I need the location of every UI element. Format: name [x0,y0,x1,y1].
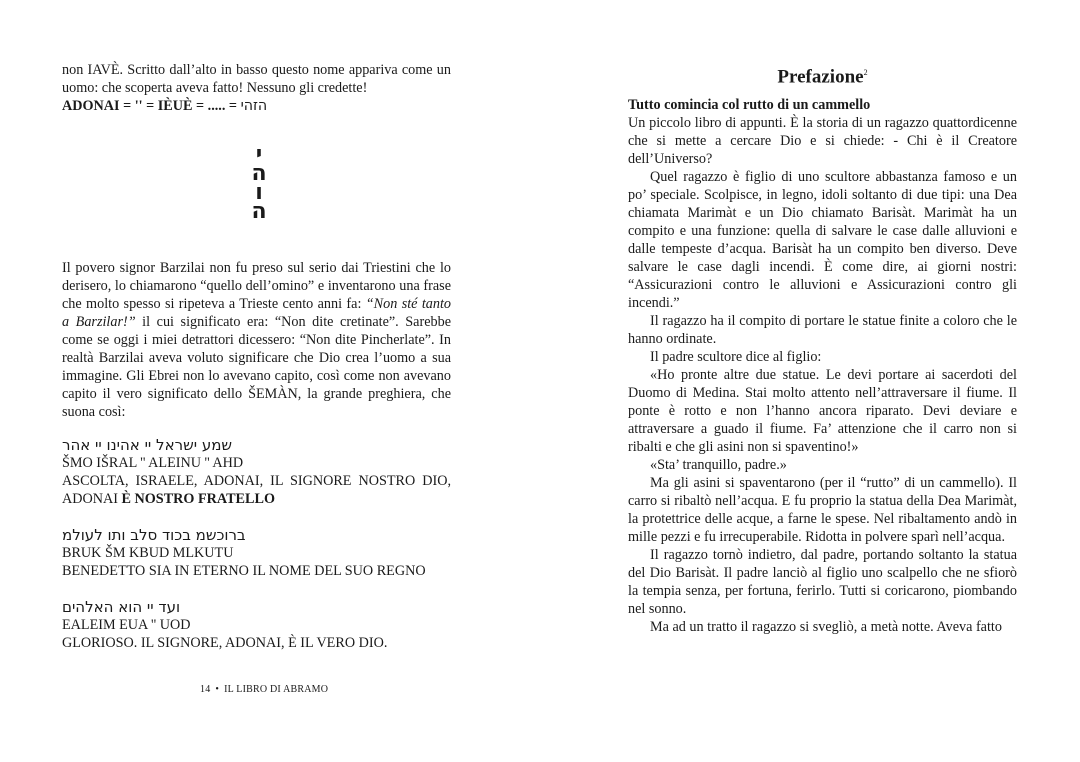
paragraph [62,259,451,421]
body-paragraph: Il padre scultore dice al figlio: [650,349,822,366]
body-paragraph: Quel ragazzo è figlio di uno scultore abbastanza famoso e un po’ speciale. Scolpisce, in legno, idoli soltanto di due tipi: una Dea chiamata Marimàt e un Dio chiamato Barisàt. Marimàt ha un compito e una funzione: quella di salvare le case dalle alluvioni e dalle tempeste d’acqua. Barisàt ha un compito ben diverso. Deve salvare le case dagli incendi. È come dire, ai giorni nostri: “Assicurazioni contro le alluvioni e Assicurazioni contro gli incendi.” [628,169,1017,312]
prayer-transliteration: EALEIM EUA '' UOD [62,617,191,633]
body-paragraph: Un piccolo libro di appunti. È la storia di un ragazzo quattordicenne che si mette a cercare Dio e si chiede: - Chi è il Creatore dell’Universo? [628,115,1017,168]
prayer-transliteration: ŠMO IŠRAL '' ALEINU '' AHD [62,455,244,471]
equation-hebrew: הזהי [240,98,268,114]
body-paragraph: «Sta’ tranquillo, padre.» [650,457,787,474]
chapter-title [628,60,1017,90]
intro-block [62,61,451,115]
prayer-translation: BENEDETTO SIA IN ETERNO IL NOME DEL SUO REGNO [62,563,426,579]
prayer-translation [62,472,451,508]
prayer-hebrew: שמע ישראל יי אהינו יי אהר [62,436,233,454]
body-paragraph: Ma gli asini si spaventarono (per il “rutto” di un cammello). Il carro si ribaltò nell’acqua. E fu proprio la statua della Dea Marimàt, la protettrice delle acque, a farne le spese. Nel ribaltamento andò in mille pezzi e fu irrecuperabile. Ridotta in polvere sparì nell’acqua. [628,475,1017,546]
intro-text: non IAVÈ. Scritto dall’alto in basso questo nome appariva come un uomo: che scoperta aveva fatto! Nessuno gli credette! [62,62,451,96]
preface-block [628,60,1017,636]
prayer-translation: GLORIOSO. IL SIGNORE, ADONAI, È IL VERO DIO. [62,635,388,651]
equation-text: ADONAI = '' = IÈUÈ = ..... = [62,98,241,114]
italic-quote: “Non sté tanto a Barzilar!” [62,296,451,330]
prayer-hebrew: ועד יי הוא האלהים [62,598,181,616]
hebrew-letter: י [255,142,263,167]
running-title: IL LIBRO DI ABRAMO [224,684,329,695]
hebrew-letter: ה [251,199,267,224]
adonai-equation [62,97,451,115]
body-paragraph: Il ragazzo ha il compito di portare le statue finite a coloro che le hanno ordinate. [628,313,1017,348]
prayer-block-1 [62,436,451,508]
title-text: Prefazione [777,66,864,88]
barzilai-paragraph [62,259,451,421]
prayer-transliteration: BRUK ŠM KBUD MLKUTU [62,545,234,561]
hebrew-letter: ה [251,161,267,186]
translation-text: ASCOLTA, ISRAELE, ADONAI, IL SIGNORE NOSTRO DIO, ADONAI [62,473,451,507]
bullet-separator: • [215,684,220,695]
footnote-ref: 2 [863,68,868,77]
hebrew-letter: ו [255,180,263,205]
body-paragraph: Ma ad un tratto il ragazzo si svegliò, a metà notte. Aveva fatto [650,619,1002,636]
right-page [628,0,1017,762]
preface-body [628,114,1017,636]
prayer-block-3 [62,598,451,652]
paragraph-text: il cui significato era: “Non dite cretinate”. Sarebbe come se oggi i miei detrattori dicessero: “Non dite Pincherlate”. In realtà Barzilai aveva voluto significare che Dio crea l’uomo a sua immagine. Gli Ebrei non lo avevano capito, così come non avevano capito il vero significato dello ŠEMÀN, la grande preghiera, che suona così: [62,314,451,420]
page-number: 14 [200,684,211,695]
left-page [62,0,451,762]
paragraph-text: Il povero signor Barzilai non fu preso sul serio dai Triestini che lo derisero, lo chiamarono “quello dell’omino” e inventarono una frase che molto spesso si ripeteva a Trieste cento anni fa: [62,260,451,312]
body-paragraph: «Ho pronte altre due statue. Le devi portare ai sacerdoti del Duomo di Medina. Stai molto attento nell’attraversare il fiume. Il ponte è rotto e non l’hanno ancora riparato. Devi deviare e attraversare a guado il fiume. Fa’ attenzione che il carro non si ribalti e che gli asini non si spaventino!» [628,367,1017,456]
prayer-hebrew: ברוכשמ בכוד סלב ותו לעולמ [62,526,246,544]
vertical-tetragrammaton [244,142,274,224]
translation-bold: È NOSTRO FRATELLO [121,491,275,507]
prayer-block-2 [62,526,451,580]
section-subtitle: Tutto comincia col rutto di un cammello [628,97,871,114]
body-paragraph: Il ragazzo tornò indietro, dal padre, portando soltanto la statua del Dio Barisàt. Il padre lanciò al figlio uno scalpello che ne sfiorò la tempia senza, per fortuna, ferirlo. Tutti si coricarono, piombando nel sonno. [628,547,1017,618]
page-footer [200,684,328,695]
